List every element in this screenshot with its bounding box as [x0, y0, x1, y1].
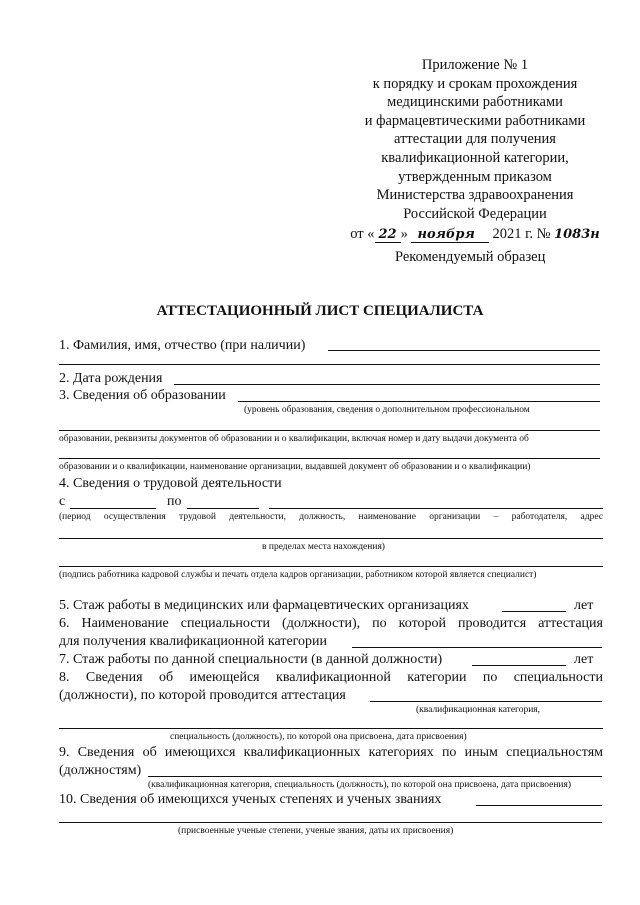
appendix-line: утвержденным приказом: [398, 168, 552, 185]
education-line-3[interactable]: [59, 458, 600, 459]
full-name-line[interactable]: [328, 350, 600, 351]
field-degrees-label: 10. Сведения об имеющихся ученых степенях и ученых званиях: [59, 792, 442, 807]
degrees-line-2[interactable]: [59, 822, 602, 823]
field-birth-date-label: 2. Дата рождения: [59, 371, 163, 386]
appendix-line: квалификационной категории,: [381, 149, 569, 166]
appendix-line: Российской Федерации: [403, 205, 547, 222]
experience-medical-line[interactable]: [502, 611, 566, 612]
field-full-name-label: 1. Фамилия, имя, отчество (при наличии): [59, 338, 306, 353]
date-prefix: от «: [350, 226, 375, 243]
field-education-label: 3. Сведения об образовании: [59, 388, 226, 403]
field-category-label-1: 8. Сведения об имеющейся квалификационной категории по специальности: [59, 670, 603, 685]
field-specialty-label-2: для получения квалификационной категории: [59, 634, 328, 649]
employment-hint-1: (период осуществления трудовой деятельности, должность, наименование организации – работодателя, адрес: [59, 512, 603, 522]
field-category-label-2: (должности), по которой проводится аттестация: [59, 688, 346, 703]
appendix-line: к порядку и срокам прохождения: [372, 75, 578, 92]
appendix-line: медицинскими работниками: [387, 94, 563, 111]
category-line[interactable]: [370, 701, 602, 702]
employment-signature-line[interactable]: [59, 566, 603, 567]
order-date-line: [330, 225, 620, 245]
education-line[interactable]: [238, 401, 600, 402]
appendix-line: Приложение № 1: [421, 57, 529, 73]
other-categories-line[interactable]: [148, 776, 602, 777]
field-employment-label: 4. Сведения о трудовой деятельности: [59, 476, 282, 491]
full-name-line-2[interactable]: [59, 364, 600, 365]
appendix-block: [330, 56, 620, 245]
field-experience-specialty-label: 7. Стаж работы по данной специальности (в данной должности): [59, 652, 443, 667]
employment-hint-3: (подпись работника кадровой службы и печать отдела кадров организации, работником которой является специалист): [59, 570, 537, 580]
degrees-hint: (присвоенные ученые степени, ученые звания, даты их присвоения): [178, 826, 454, 836]
education-hint-3: образовании и о квалификации, наименование организации, выдавшей документ об образовании и о квалификации): [59, 462, 531, 472]
field-other-categories-label-2: (должностям): [59, 763, 142, 778]
field-other-categories-label-1: 9. Сведения об имеющихся квалификационных категориях по иным специальностям: [59, 745, 603, 760]
appendix-line: Министерства здравоохранения: [376, 187, 574, 204]
education-line-2[interactable]: [59, 430, 600, 431]
employment-from-label: с: [59, 494, 66, 509]
category-hint-2: специальность (должность), по которой она присвоена, дата присвоения): [170, 732, 467, 742]
document-title: АТТЕСТАЦИОННЫЙ ЛИСТ СПЕЦИАЛИСТА: [156, 303, 484, 319]
employment-to-label: по: [167, 494, 182, 509]
field-specialty-label-1: 6. Наименование специальности (должности), по которой проводится аттестация: [59, 616, 603, 631]
education-hint-2: образовании, реквизиты документов об образовании и о квалификации, включая номер и дату выдачи документа об: [59, 434, 529, 444]
experience-specialty-line[interactable]: [472, 665, 566, 666]
recommended-sample-label: Рекомендуемый образец: [395, 249, 546, 265]
degrees-line[interactable]: [476, 805, 602, 806]
other-categories-hint: (квалификационная категория, специальность (должность), по которой она присвоена, дата присвоения): [148, 780, 572, 790]
category-line-2[interactable]: [59, 728, 603, 729]
experience-medical-unit: лет: [574, 598, 594, 613]
handwritten-month: ноября: [411, 227, 488, 243]
employment-to-line[interactable]: [187, 508, 259, 509]
date-close: »: [400, 226, 408, 243]
field-experience-medical-label: 5. Стаж работы в медицинских или фармацевтических организациях: [59, 598, 469, 613]
handwritten-order-number: 1083н: [554, 227, 600, 243]
appendix-line: аттестации для получения: [394, 131, 556, 148]
birth-date-line[interactable]: [174, 384, 600, 385]
experience-specialty-unit: лет: [574, 652, 594, 667]
specialty-line[interactable]: [352, 647, 602, 648]
employment-details-line[interactable]: [269, 508, 603, 509]
employment-line-2[interactable]: [59, 538, 603, 539]
handwritten-day: 22: [375, 227, 401, 243]
date-year: 2021 г. №: [492, 226, 551, 243]
category-hint-1: (квалификационная категория,: [416, 705, 541, 715]
education-hint-1: (уровень образования, сведения о дополнительном профессиональном: [244, 405, 530, 415]
appendix-line: и фармацевтическими работниками: [364, 112, 586, 129]
employment-from-line[interactable]: [70, 508, 156, 509]
employment-hint-2: в пределах места нахождения): [262, 542, 385, 552]
